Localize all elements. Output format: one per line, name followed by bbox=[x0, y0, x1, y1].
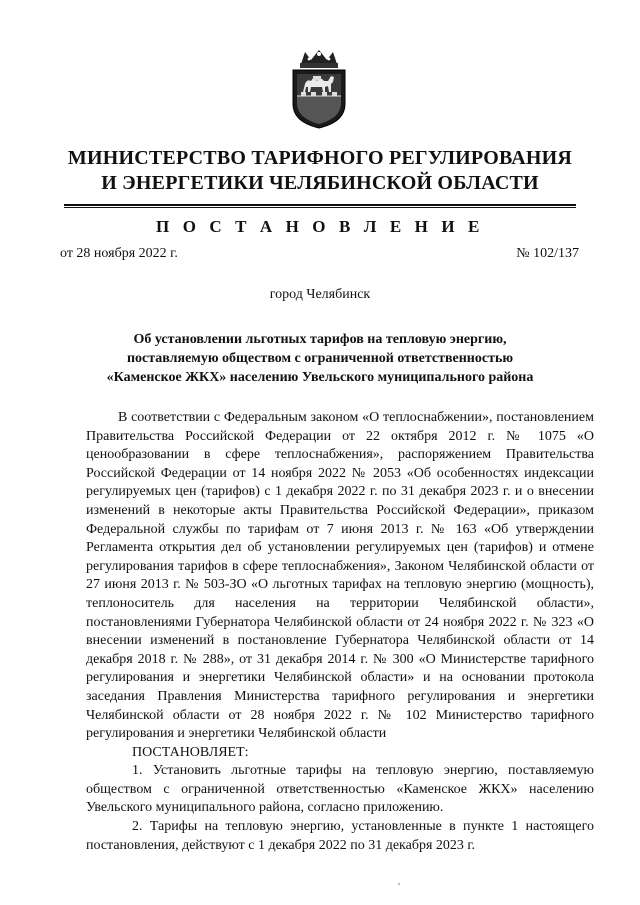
preamble-paragraph: В соответствии с Федеральным законом «О теплоснабжении», постановлением Правительства Российской Федерации от 22 октября 2012 г. № 1075 «О ценообразовании в сфере теплоснабжения», распоряжением Правительства Российской Федерации от 14 ноября 2022 № 2053 «Об особенностях индексации регулируемых цен (тарифов) с 1 декабря 2022 г. по 31 декабря 2023 г. и о внесении изменений в некоторые акты Правительства Российской Федерации», приказом Федеральной службы по тарифам от 7 июня 2013 г. № 163 «Об утверждении Регламента открытия дел об установлении регулируемых цен (тарифов) и отмене регулирования тарифов в сфере теплоснабжения», Законом Челябинской области от 27 июня 2013 г. № 503-ЗО «О льготных тарифах на тепловую энергию (мощность), теплоноситель для населения на территории Челябинской области», постановлениями Губернатора Челябинской области от 24 ноября 2022 г. № 323 «О внесении изменений в постановление Губернатора Челябинской области от 14 декабря 2018 г. № 288», от 31 декабря 2014 г. № 300 «О Министерстве тарифного регулирования и энергетики Челябинской области» и на основании протокола заседания Правления Министерства тарифного регулирования и энергетики Челябинской области от 28 ноября 2022 г. № 102 Министерство тарифного регулирования и энергетики Челябинской области bbox=[86, 410, 594, 742]
document-title bbox=[60, 330, 580, 387]
decree-item-1: 1. Установить льготные тарифы на тепловую энергию, поставляемую обществом с ограниченной ответственностью «Каменское ЖКХ» населению Увельского муниципального района, согласно приложению. bbox=[86, 763, 594, 816]
document-number: № 102/137 bbox=[516, 246, 579, 261]
ministry-name bbox=[40, 146, 600, 196]
scan-speck bbox=[398, 883, 400, 885]
header-divider-thick bbox=[64, 204, 576, 206]
document-type-heading: П О С Т А Н О В Л Е Н И Е bbox=[156, 217, 484, 236]
decree-word: ПОСТАНОВЛЯЕТ: bbox=[132, 744, 249, 760]
decree-item-2: 2. Тарифы на тепловую энергию, установленные в пункте 1 настоящего постановления, действуют с 1 декабря 2022 по 31 декабря 2023 г. bbox=[86, 819, 594, 853]
document-date: от 28 ноября 2022 г. bbox=[60, 246, 178, 261]
document-city: город Челябинск bbox=[269, 287, 371, 302]
document-title-line-1: Об установлении льготных тарифов на тепловую энергию, bbox=[133, 332, 507, 347]
ministry-name-line-1: МИНИСТЕРСТВО ТАРИФНОГО РЕГУЛИРОВАНИЯ bbox=[67, 147, 573, 169]
document-title-line-2: поставляемую обществом с ограниченной ответственностью bbox=[126, 351, 514, 366]
document-title-line-3: «Каменское ЖКХ» населению Увельского муниципального района bbox=[106, 370, 534, 385]
ministry-name-line-2: И ЭНЕРГЕТИКИ ЧЕЛЯБИНСКОЙ ОБЛАСТИ bbox=[101, 172, 539, 194]
document-body bbox=[86, 409, 594, 855]
header-divider-thin bbox=[64, 207, 576, 208]
coat-of-arms-icon bbox=[287, 48, 351, 130]
